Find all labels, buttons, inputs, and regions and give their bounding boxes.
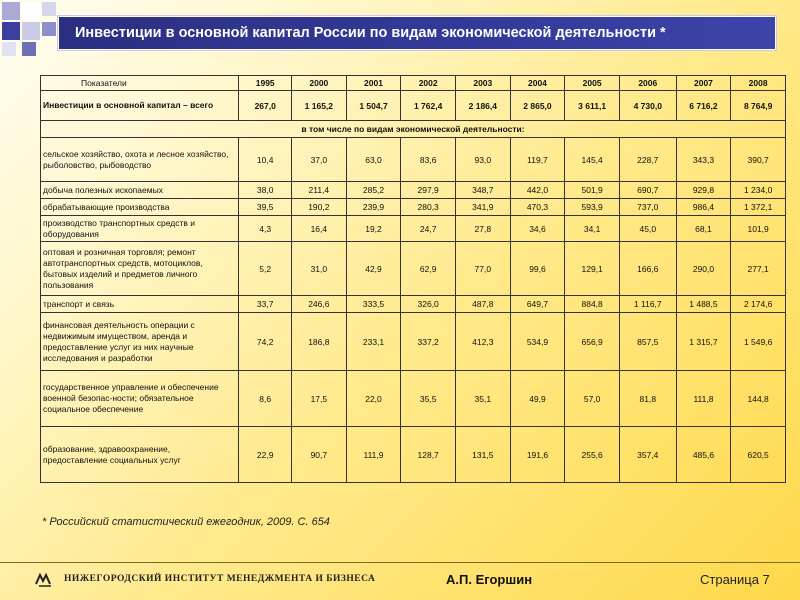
header-label: Показатели bbox=[41, 76, 239, 91]
table-cell: 39,5 bbox=[239, 199, 292, 216]
table-cell: 62,9 bbox=[401, 242, 456, 296]
table-cell: 341,9 bbox=[455, 199, 510, 216]
table-cell: 487,8 bbox=[455, 296, 510, 313]
page-number: Страница 7 bbox=[700, 572, 770, 587]
row-label: оптовая и розничная торговля; ремонт автотранспортных средств, мотоциклов, бытовых изделий и предметов личного пользования bbox=[41, 242, 239, 296]
row-label: обрабатывающие производства bbox=[41, 199, 239, 216]
table-cell: 35,5 bbox=[401, 371, 456, 427]
table-cell: 884,8 bbox=[565, 296, 620, 313]
table-cell: 27,8 bbox=[455, 216, 510, 242]
page-title: Инвестиции в основной капитал России по видам экономической деятельности * bbox=[75, 25, 666, 41]
table-cell: 2 186,4 bbox=[455, 91, 510, 121]
table-cell: 190,2 bbox=[292, 199, 347, 216]
table-cell: 929,8 bbox=[676, 182, 731, 199]
row-label: транспорт и связь bbox=[41, 296, 239, 313]
row-label: производство транспортных средств и оборудования bbox=[41, 216, 239, 242]
table-cell: 42,9 bbox=[346, 242, 401, 296]
row-label: образование, здравоохранение, предоставление социальных услуг bbox=[41, 427, 239, 483]
table-cell: 285,2 bbox=[346, 182, 401, 199]
table-cell: 857,5 bbox=[619, 313, 676, 371]
table-cell: 1 116,7 bbox=[619, 296, 676, 313]
table-cell: 145,4 bbox=[565, 138, 620, 182]
table-cell: 656,9 bbox=[565, 313, 620, 371]
table-cell: 63,0 bbox=[346, 138, 401, 182]
table-cell: 93,0 bbox=[455, 138, 510, 182]
table-cell: 17,5 bbox=[292, 371, 347, 427]
table-cell: 267,0 bbox=[239, 91, 292, 121]
table-cell: 35,1 bbox=[455, 371, 510, 427]
table-cell: 326,0 bbox=[401, 296, 456, 313]
table-cell: 390,7 bbox=[731, 138, 786, 182]
table-cell: 290,0 bbox=[676, 242, 731, 296]
year-header: 2007 bbox=[676, 76, 731, 91]
table-cell: 6 716,2 bbox=[676, 91, 731, 121]
row-label: финансовая деятельность операции с недвижимым имуществом, аренда и предоставление услуг из них научные исследования и разработки bbox=[41, 313, 239, 371]
table-cell: 45,0 bbox=[619, 216, 676, 242]
table-cell: 297,9 bbox=[401, 182, 456, 199]
table-cell: 986,4 bbox=[676, 199, 731, 216]
table-cell: 593,9 bbox=[565, 199, 620, 216]
table-cell: 22,9 bbox=[239, 427, 292, 483]
table-cell: 34,6 bbox=[510, 216, 565, 242]
table-cell: 1 549,6 bbox=[731, 313, 786, 371]
table-cell: 49,9 bbox=[510, 371, 565, 427]
table-cell: 31,0 bbox=[292, 242, 347, 296]
table-cell: 90,7 bbox=[292, 427, 347, 483]
table-row bbox=[41, 199, 786, 216]
table-cell: 534,9 bbox=[510, 313, 565, 371]
table-cell: 239,9 bbox=[346, 199, 401, 216]
row-label: сельское хозяйство, охота и лесное хозяйство, рыболовство, рыбоводство bbox=[41, 138, 239, 182]
year-header: 1995 bbox=[239, 76, 292, 91]
table-row bbox=[41, 182, 786, 199]
table-cell: 333,5 bbox=[346, 296, 401, 313]
table-cell: 83,6 bbox=[401, 138, 456, 182]
table-row bbox=[41, 216, 786, 242]
year-header: 2000 bbox=[292, 76, 347, 91]
table-cell: 233,1 bbox=[346, 313, 401, 371]
table-cell: 81,8 bbox=[619, 371, 676, 427]
table-cell: 357,4 bbox=[619, 427, 676, 483]
nimb-logo-icon bbox=[34, 572, 56, 588]
year-header: 2005 bbox=[565, 76, 620, 91]
table-cell: 33,7 bbox=[239, 296, 292, 313]
table-cell: 1 165,2 bbox=[292, 91, 347, 121]
table-row bbox=[41, 371, 786, 427]
table-cell: 737,0 bbox=[619, 199, 676, 216]
table-row bbox=[41, 138, 786, 182]
table-cell: 24,7 bbox=[401, 216, 456, 242]
footer-divider bbox=[0, 562, 800, 563]
year-header: 2003 bbox=[455, 76, 510, 91]
table-cell: 166,6 bbox=[619, 242, 676, 296]
table-cell: 2 865,0 bbox=[510, 91, 565, 121]
table-cell: 280,3 bbox=[401, 199, 456, 216]
year-header: 2006 bbox=[619, 76, 676, 91]
year-header: 2008 bbox=[731, 76, 786, 91]
year-header: 2004 bbox=[510, 76, 565, 91]
table-cell: 128,7 bbox=[401, 427, 456, 483]
table-cell: 37,0 bbox=[292, 138, 347, 182]
table-cell: 119,7 bbox=[510, 138, 565, 182]
table-cell: 1 504,7 bbox=[346, 91, 401, 121]
table-cell: 38,0 bbox=[239, 182, 292, 199]
table-cell: 4 730,0 bbox=[619, 91, 676, 121]
table-cell: 3 611,1 bbox=[565, 91, 620, 121]
author-name: А.П. Егоршин bbox=[446, 572, 533, 587]
table-cell: 690,7 bbox=[619, 182, 676, 199]
table-cell: 246,6 bbox=[292, 296, 347, 313]
table-row bbox=[41, 242, 786, 296]
total-row bbox=[41, 91, 786, 121]
table-cell: 1 762,4 bbox=[401, 91, 456, 121]
table-cell: 68,1 bbox=[676, 216, 731, 242]
table-cell: 470,3 bbox=[510, 199, 565, 216]
table-cell: 186,8 bbox=[292, 313, 347, 371]
table-cell: 22,0 bbox=[346, 371, 401, 427]
table-cell: 228,7 bbox=[619, 138, 676, 182]
year-header: 2002 bbox=[401, 76, 456, 91]
table-cell: 501,9 bbox=[565, 182, 620, 199]
table-cell: 1 488,5 bbox=[676, 296, 731, 313]
table-cell: 8,6 bbox=[239, 371, 292, 427]
table-cell: 2 174,6 bbox=[731, 296, 786, 313]
investment-table bbox=[40, 75, 786, 483]
table-cell: 412,3 bbox=[455, 313, 510, 371]
institute-name: НИЖЕГОРОДСКИЙ ИНСТИТУТ МЕНЕДЖМЕНТА И БИЗНЕСА bbox=[64, 574, 376, 584]
subheader: в том числе по видам экономической деятельности: bbox=[41, 121, 786, 138]
row-label: Инвестиции в основной капитал – всего bbox=[41, 91, 239, 121]
table-cell: 277,1 bbox=[731, 242, 786, 296]
title-bar bbox=[58, 16, 776, 50]
table-cell: 211,4 bbox=[292, 182, 347, 199]
table-cell: 99,6 bbox=[510, 242, 565, 296]
table-cell: 1 315,7 bbox=[676, 313, 731, 371]
table-cell: 442,0 bbox=[510, 182, 565, 199]
table-cell: 191,6 bbox=[510, 427, 565, 483]
table-cell: 1 234,0 bbox=[731, 182, 786, 199]
table-cell: 10,4 bbox=[239, 138, 292, 182]
table-cell: 4,3 bbox=[239, 216, 292, 242]
table-row bbox=[41, 296, 786, 313]
table-cell: 57,0 bbox=[565, 371, 620, 427]
table-cell: 5,2 bbox=[239, 242, 292, 296]
footnote: * Российский статистический ежегодник, 2009. С. 654 bbox=[42, 516, 330, 528]
table-row bbox=[41, 313, 786, 371]
table-cell: 131,5 bbox=[455, 427, 510, 483]
table-header-row bbox=[41, 76, 786, 91]
table-cell: 74,2 bbox=[239, 313, 292, 371]
year-header: 2001 bbox=[346, 76, 401, 91]
table-cell: 8 764,9 bbox=[731, 91, 786, 121]
table-cell: 337,2 bbox=[401, 313, 456, 371]
table-cell: 111,8 bbox=[676, 371, 731, 427]
table-cell: 485,6 bbox=[676, 427, 731, 483]
subheader-row bbox=[41, 121, 786, 138]
table-cell: 111,9 bbox=[346, 427, 401, 483]
table-cell: 343,3 bbox=[676, 138, 731, 182]
table-row bbox=[41, 427, 786, 483]
table-cell: 16,4 bbox=[292, 216, 347, 242]
table-cell: 129,1 bbox=[565, 242, 620, 296]
table-cell: 348,7 bbox=[455, 182, 510, 199]
table-cell: 1 372,1 bbox=[731, 199, 786, 216]
row-label: государственное управление и обеспечение военной безопас-ности; обязательное социальное обеспечение bbox=[41, 371, 239, 427]
table-cell: 34,1 bbox=[565, 216, 620, 242]
table-cell: 255,6 bbox=[565, 427, 620, 483]
table-cell: 101,9 bbox=[731, 216, 786, 242]
table-cell: 620,5 bbox=[731, 427, 786, 483]
row-label: добыча полезных ископаемых bbox=[41, 182, 239, 199]
table-cell: 144,8 bbox=[731, 371, 786, 427]
table-cell: 649,7 bbox=[510, 296, 565, 313]
table-cell: 19,2 bbox=[346, 216, 401, 242]
table-cell: 77,0 bbox=[455, 242, 510, 296]
